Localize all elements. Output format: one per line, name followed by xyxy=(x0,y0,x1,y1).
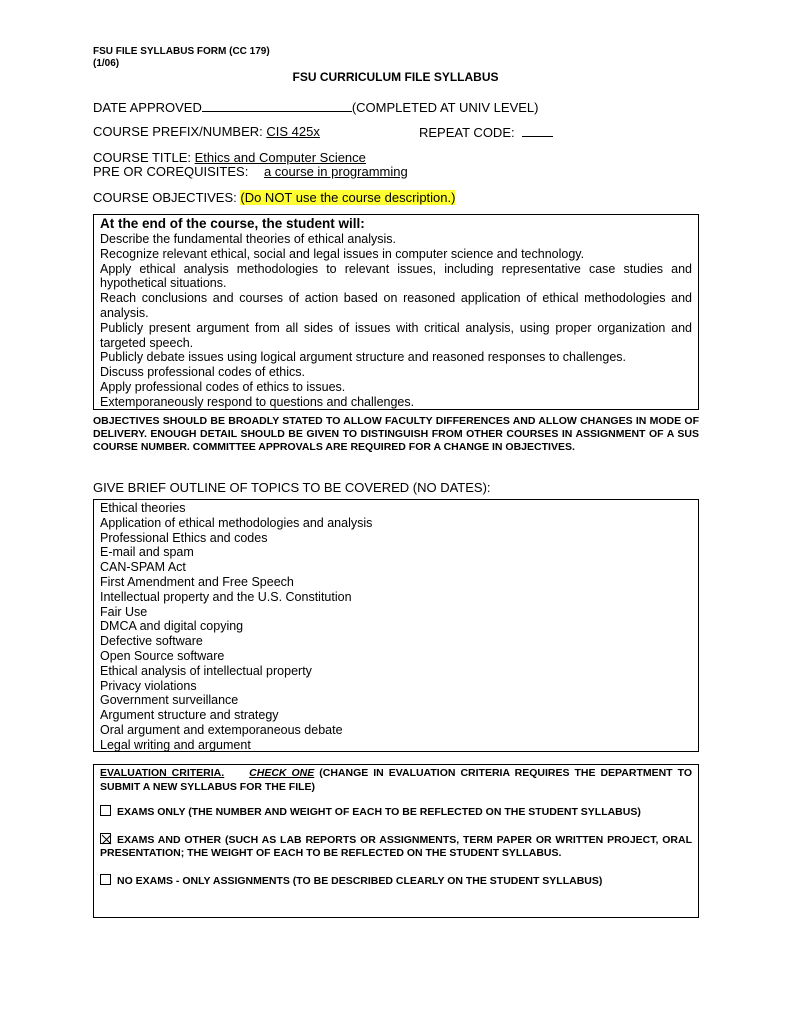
objectives-heading: At the end of the course, the student will: xyxy=(100,216,365,231)
objective-item: Describe the fundamental theories of ethical analysis. xyxy=(100,232,396,246)
objective-item: Apply professional codes of ethics to issues. xyxy=(100,379,346,394)
topic-item: Ethical theories xyxy=(100,501,186,515)
no-exams-checkbox[interactable] xyxy=(100,874,111,885)
topic-item: Oral argument and extemporaneous debate xyxy=(100,722,343,737)
evaluation-label: EVALUATION CRITERIA. xyxy=(100,767,225,779)
topics-box xyxy=(93,499,699,752)
prereq-label: PRE OR COREQUISITES: xyxy=(93,164,249,179)
form-id-line1: FSU FILE SYLLABUS FORM (CC 179) xyxy=(93,46,270,57)
course-prefix-label: COURSE PREFIX/NUMBER: xyxy=(93,124,263,139)
topic-item: Legal writing and argument xyxy=(100,737,251,752)
option-label: EXAMS AND OTHER (SUCH AS LAB REPORTS OR ASSIGNMENTS, TERM PAPER OR WRITTEN PROJECT, ORAL PRESENTATION; THE WEIGHT OF EACH TO BE REFLECTED ON THE STUDENT SYLLABUS. xyxy=(100,833,692,859)
date-approved-row xyxy=(93,99,538,115)
objective-item: Recognize relevant ethical, social and legal issues in computer science and technology. xyxy=(100,246,585,261)
objectives-label: COURSE OBJECTIVES: xyxy=(93,190,237,205)
topics-label: GIVE BRIEF OUTLINE OF TOPICS TO BE COVERED (NO DATES): xyxy=(93,480,491,495)
topic-item: Fair Use xyxy=(100,604,148,619)
topic-item: CAN-SPAM Act xyxy=(100,560,186,575)
checkmark-x-icon xyxy=(101,834,112,845)
objectives-box xyxy=(93,214,699,410)
check-one-label: CHECK ONE xyxy=(249,767,315,779)
objectives-note: (Do NOT use the course description.) xyxy=(240,190,456,205)
course-title-value: Ethics and Computer Science xyxy=(194,150,366,165)
option-label: NO EXAMS - ONLY ASSIGNMENTS (TO BE DESCRIBED CLEARLY ON THE STUDENT SYLLABUS) xyxy=(117,874,603,887)
topic-item: Government surveillance xyxy=(100,693,239,708)
evaluation-box xyxy=(93,764,699,918)
topic-item: First Amendment and Free Speech xyxy=(100,574,294,589)
course-title-label: COURSE TITLE: xyxy=(93,150,192,165)
objective-item: Discuss professional codes of ethics. xyxy=(100,365,305,380)
page-title: FSU CURRICULUM FILE SYLLABUS xyxy=(292,70,499,84)
option-label: EXAMS ONLY (THE NUMBER AND WEIGHT OF EACH TO BE REFLECTED ON THE STUDENT SYLLABUS) xyxy=(117,806,641,818)
objectives-row xyxy=(93,190,455,205)
objective-item: Publicly debate issues using logical argument structure and reasoned responses to challenges. xyxy=(100,350,627,365)
objective-item: Reach conclusions and courses of action based on reasoned application of ethical methodologies and analysis. xyxy=(100,291,692,320)
form-id xyxy=(93,46,270,70)
exams-only-checkbox[interactable] xyxy=(100,805,111,816)
objective-item: Extemporaneously respond to questions and challenges. xyxy=(100,394,415,409)
prereq-value: a course in programming xyxy=(263,164,408,179)
date-approved-blank[interactable] xyxy=(202,99,352,112)
topic-item: Open Source software xyxy=(100,648,225,663)
exams-and-other-checkbox[interactable] xyxy=(100,833,111,844)
topic-item: Professional Ethics and codes xyxy=(100,530,268,545)
form-id-line2: (1/06) xyxy=(93,58,120,69)
topic-item: DMCA and digital copying xyxy=(100,619,244,634)
course-prefix-row xyxy=(93,124,320,139)
topic-item: Privacy violations xyxy=(100,678,197,693)
evaluation-header xyxy=(100,767,692,794)
topic-item: Argument structure and strategy xyxy=(100,708,279,723)
course-prefix-value: CIS 425x xyxy=(266,124,320,139)
prereq-row xyxy=(93,164,422,179)
date-approved-label: DATE APPROVED xyxy=(93,100,202,115)
objective-item: Apply ethical analysis methodologies to relevant issues, including representative case studies and hypothetical situations. xyxy=(100,261,692,291)
topic-item: E-mail and spam xyxy=(100,545,194,560)
objective-item: Publicly present argument from all sides of issues with critical analysis, using proper organization and targeted speech. xyxy=(100,320,692,350)
option-exams-only xyxy=(100,805,692,820)
option-no-exams xyxy=(100,874,692,889)
objectives-notice: OBJECTIVES SHOULD BE BROADLY STATED TO ALLOW FACULTY DIFFERENCES AND ALLOW CHANGES IN MODE OF DELIVERY. ENOUGH DETAIL SHOULD BE GIVEN TO DISTINGUISH FROM OTHER COURSES IN ASSIGNMENT OF A SUS COURSE NUMBER. COMMITTEE APPROVALS ARE REQUIRED FOR A CHANGE IN OBJECTIVES. xyxy=(93,415,699,454)
option-exams-and-other xyxy=(100,833,692,861)
evaluation-instruction: (CHANGE IN EVALUATION CRITERIA REQUIRES THE DEPARTMENT TO SUBMIT A NEW SYLLABUS FOR THE FILE) xyxy=(100,767,692,793)
topic-item: Intellectual property and the U.S. Constitution xyxy=(100,589,352,604)
repeat-code-row xyxy=(419,124,553,140)
topic-item: Defective software xyxy=(100,634,203,649)
repeat-code-blank[interactable] xyxy=(522,124,553,137)
topic-item: Ethical analysis of intellectual property xyxy=(100,663,312,678)
repeat-code-label: REPEAT CODE: xyxy=(419,125,515,140)
course-title-row xyxy=(93,150,366,165)
date-approved-note: (COMPLETED AT UNIV LEVEL) xyxy=(351,100,539,115)
topic-item: Application of ethical methodologies and analysis xyxy=(100,515,373,530)
